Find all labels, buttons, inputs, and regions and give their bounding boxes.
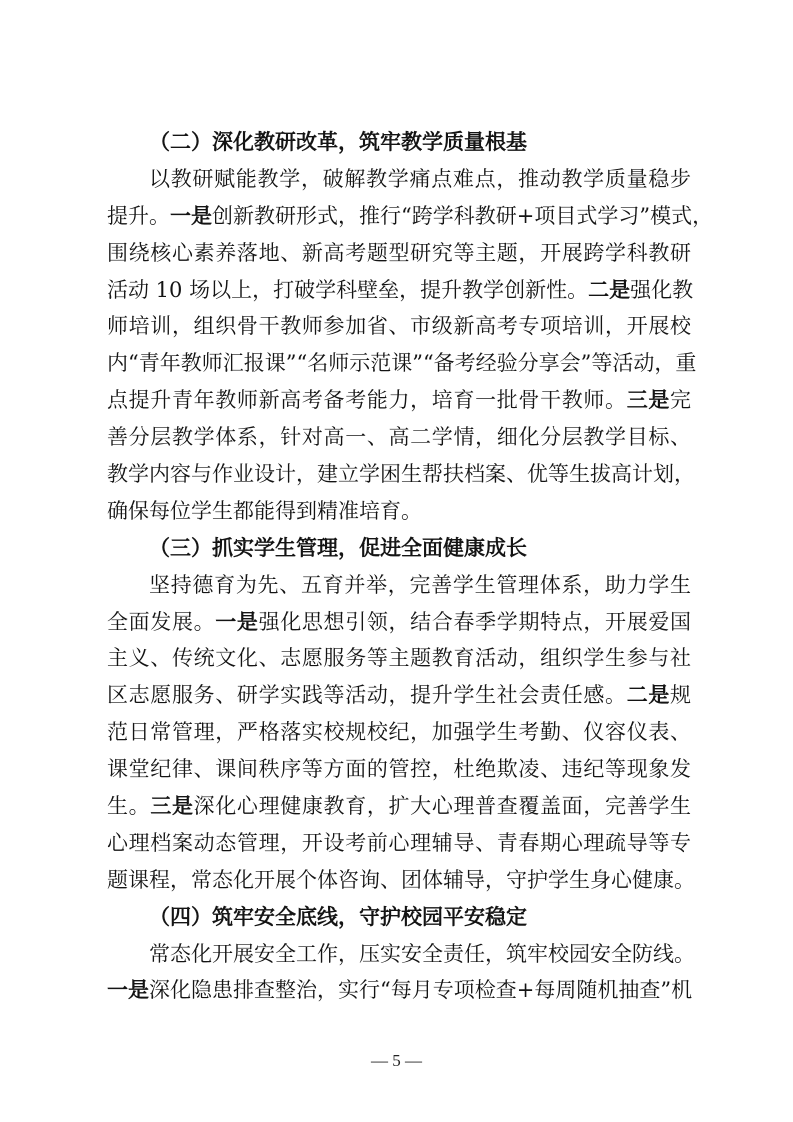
text-segment: 强化教 bbox=[630, 277, 694, 302]
text-line bbox=[107, 567, 691, 604]
text-line bbox=[107, 419, 691, 456]
text-line bbox=[107, 308, 691, 345]
text-segment: 创新教研形式，推行“跨学科教研+项目式学习”模式， bbox=[212, 203, 714, 228]
text-line bbox=[107, 604, 691, 641]
text-line bbox=[107, 788, 691, 825]
text-segment: 活动 10 场以上，打破学科壁垒，提升教学创新性。 bbox=[107, 277, 589, 302]
section-heading bbox=[107, 899, 691, 936]
text-line bbox=[107, 862, 695, 899]
text-line bbox=[107, 751, 691, 788]
text-line bbox=[107, 640, 691, 677]
paragraph bbox=[107, 161, 714, 530]
text-line bbox=[107, 714, 691, 751]
text-segment: 题课程，常态化开展个体咨询、团体辅导，守护学生身心健康。 bbox=[107, 867, 695, 892]
text-segment: 教学内容与作业设计，建立学困生帮扶档案、优等生拔高计划， bbox=[107, 462, 695, 487]
text-segment: 主义、传统文化、志愿服务等主题教育活动，组织学生参与社 bbox=[107, 646, 691, 671]
text-line bbox=[107, 493, 691, 530]
text-segment: 善分层教学体系，针对高一、高二学情，细化分层教学目标、 bbox=[107, 425, 691, 450]
bold-marker: 一是 bbox=[170, 202, 212, 228]
text-segment: 深化隐患排查整治，实行“每月专项检查+每周随机抽查”机 bbox=[149, 978, 693, 1003]
text-segment: 规 bbox=[670, 683, 692, 708]
text-segment: 完 bbox=[670, 388, 692, 413]
text-segment: （二）深化教研改革，筑牢教学质量根基 bbox=[149, 129, 527, 154]
document-body bbox=[107, 124, 714, 1009]
text-segment: 区志愿服务、研学实践等活动，提升学生社会责任感。 bbox=[107, 683, 627, 708]
text-segment: 师培训，组织骨干教师参加省、市级新高考专项培训，开展校 bbox=[107, 314, 691, 339]
text-line bbox=[107, 161, 691, 198]
text-line bbox=[107, 345, 697, 382]
text-segment: 以教研赋能教学，破解教学痛点难点，推动教学质量稳步 bbox=[149, 166, 691, 191]
heading-line bbox=[107, 899, 691, 936]
bold-marker: 二是 bbox=[626, 682, 671, 708]
text-line bbox=[107, 198, 714, 235]
text-segment: 范日常管理，严格落实校规校纪，加强学生考勤、仪容仪表、 bbox=[107, 720, 691, 745]
text-segment: 深化心理健康教育，扩大心理普查覆盖面，完善学生 bbox=[193, 794, 692, 819]
paragraph bbox=[107, 936, 695, 1010]
text-segment: 内“青年教师汇报课”“名师示范课”“备考经验分享会”等活动，重 bbox=[107, 351, 697, 376]
text-line bbox=[107, 972, 691, 1009]
text-line bbox=[107, 272, 694, 309]
text-segment: （三）抓实学生管理，促进全面健康成长 bbox=[149, 534, 527, 560]
text-segment: 生。 bbox=[107, 794, 151, 819]
bold-marker: 三是 bbox=[150, 793, 194, 819]
heading-line bbox=[107, 124, 691, 161]
text-segment: 强化思想引领，结合春季学期特点，开展爱国 bbox=[258, 609, 692, 634]
text-segment: 坚持德育为先、五育并举，完善学生管理体系，助力学生 bbox=[149, 572, 691, 597]
text-segment: 围绕核心素养落地、新高考题型研究等主题，开展跨学科教研 bbox=[107, 240, 691, 265]
bold-marker: 二是 bbox=[588, 276, 631, 302]
heading-line bbox=[107, 530, 691, 567]
bold-marker: 一是 bbox=[215, 608, 259, 634]
paragraph bbox=[107, 567, 695, 899]
text-line bbox=[107, 235, 691, 272]
text-line bbox=[107, 936, 695, 973]
text-line bbox=[107, 825, 691, 862]
bold-marker: 三是 bbox=[626, 387, 671, 413]
text-segment: 常态化开展安全工作，压实安全责任，筑牢校园安全防线。 bbox=[149, 941, 695, 966]
text-segment: 全面发展。 bbox=[107, 609, 216, 634]
text-line bbox=[107, 456, 695, 493]
text-segment: 提升。 bbox=[107, 203, 170, 228]
text-segment: 点提升青年教师新高考备考能力，培育一批骨干教师。 bbox=[107, 388, 627, 413]
text-line bbox=[107, 382, 691, 419]
text-segment: 确保每位学生都能得到精准培育。 bbox=[107, 498, 422, 523]
text-line bbox=[107, 677, 691, 714]
section-heading bbox=[107, 124, 691, 161]
text-segment: 心理档案动态管理，开设考前心理辅导、青春期心理疏导等专 bbox=[107, 830, 691, 855]
section-heading bbox=[107, 530, 691, 567]
bold-marker: 一是 bbox=[107, 977, 149, 1003]
text-segment: 课堂纪律、课间秩序等方面的管控，杜绝欺凌、违纪等现象发 bbox=[107, 757, 691, 782]
page-number: — 5 — bbox=[371, 1051, 422, 1070]
text-segment: （四）筑牢安全底线，守护校园平安稳定 bbox=[149, 903, 527, 929]
